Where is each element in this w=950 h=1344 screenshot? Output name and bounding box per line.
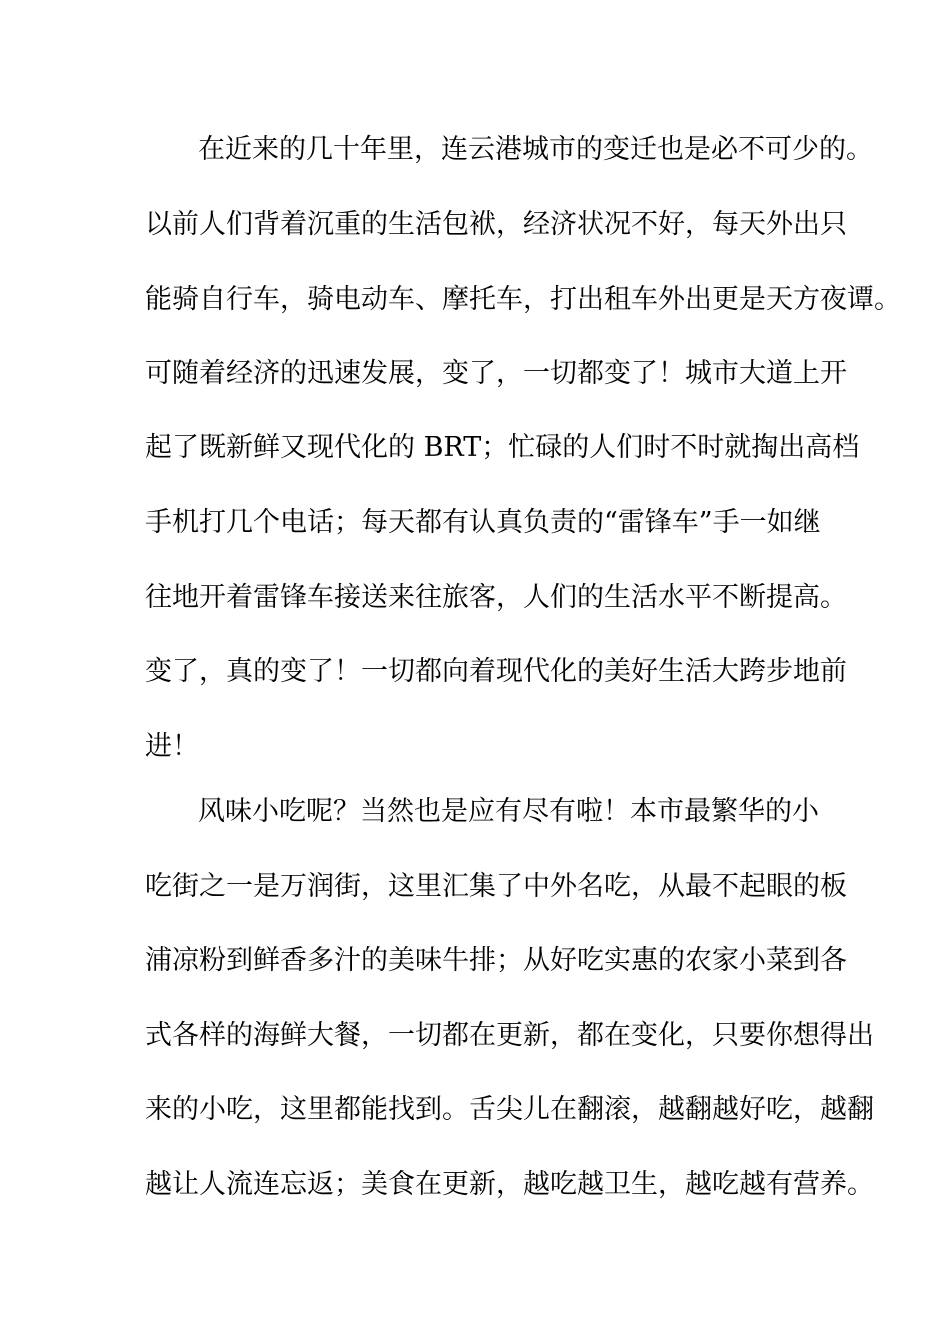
text-line: 式各样的海鲜大餐，一切都在更新，都在变化，只要你想得出 [145,1020,874,1051]
text-line: 浦凉粉到鲜香多汁的美味牛排；从好吃实惠的农家小菜到各 [145,945,847,976]
text-line: 可随着经济的迅速发展，变了，一切都变了！城市大道上开 [145,358,847,389]
text-line: 变了，真的变了！一切都向着现代化的美好生活大跨步地前 [145,656,847,687]
text-line: 来的小吃，这里都能找到。舌尖儿在翻滚，越翻越好吃，越翻 [145,1094,874,1125]
text-line: 以前人们背着沉重的生活包袱，经济状况不好，每天外出只 [145,209,847,240]
text-line: 风味小吃呢？当然也是应有尽有啦！本市最繁华的小 [198,796,819,827]
text-line: 进！ [145,731,199,762]
text-line: 越让人流连忘返；美食在更新，越吃越卫生，越吃越有营养。 [145,1169,874,1200]
text-line: 手机打几个电话；每天都有认真负责的“雷锋车”手一如继 [145,507,821,538]
text-line: 往地开着雷锋车接送来往旅客，人们的生活水平不断提高。 [145,582,847,613]
text-line: 吃街之一是万润街，这里汇集了中外名吃，从最不起眼的板 [145,871,847,902]
text-line: 起了既新鲜又现代化的 BRT；忙碌的人们时不时就掏出高档 [145,432,860,463]
text-line: 在近来的几十年里，连云港城市的变迁也是必不可少的。 [198,134,873,165]
text-line: 能骑自行车，骑电动车、摩托车，打出租车外出更是天方夜谭。 [145,284,901,315]
